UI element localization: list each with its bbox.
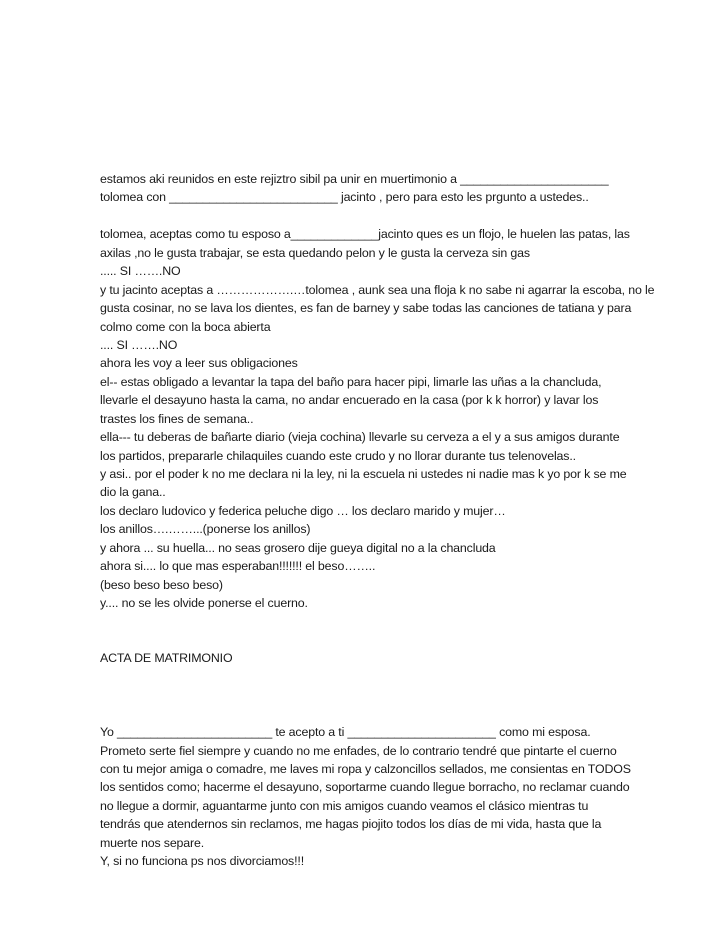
- text-line: ahora les voy a leer sus obligaciones: [100, 356, 298, 371]
- text-line: y.... no se les olvide ponerse el cuerno.: [100, 596, 308, 611]
- text-line: y tu jacinto aceptas a ……………….…tolomea , aunk sea una floja k no sabe ni agarrar la escoba, no le: [100, 282, 655, 297]
- text-line: dio la gana..: [100, 485, 166, 500]
- text-line: ella--- tu deberas de bañarte diario (vieja cochina) llevarle su cerveza a el y a sus amigos durante: [100, 430, 620, 445]
- vows-text: [100, 723, 640, 871]
- text-line: tolomea, aceptas como tu esposo a_____________jacinto ques es un flojo, le huelen las patas, las: [100, 227, 630, 242]
- text-line: con tu mejor amiga o comadre, me laves mi ropa y calzoncillos sellados, me consientas en TODOS: [100, 762, 631, 776]
- text-line: tolomea con _________________________ jacinto , pero para esto les prgunto a ustedes..: [100, 190, 589, 205]
- text-line: Prometo serte fiel siempre y cuando no me enfades, de lo contrario tendré que pintarte el cuerno: [100, 743, 617, 758]
- ceremony-text: [100, 170, 655, 613]
- text-line: ahora si.... lo que mas esperaban!!!!!!! el beso……..: [100, 559, 376, 574]
- text-line: llevarle el desayuno hasta la cama, no andar encuerado en la casa (por k k horror) y lavar los: [100, 393, 599, 408]
- text-line: .... SI …….NO: [100, 337, 178, 352]
- text-line: no llegue a dormir, aguantarme junto con mis amigos cuando veamos el clásico mientras tu: [100, 798, 589, 813]
- act-title: ACTA DE MATRIMONIO: [100, 651, 233, 666]
- text-line: Y, si no funciona ps nos divorciamos!!!: [100, 854, 304, 869]
- text-line: y asi.. por el poder k no me declara ni la ley, ni la escuela ni ustedes ni nadie mas k yo por k se me: [100, 467, 627, 481]
- text-line: los sentidos como; hacerme el desayuno, soportarme cuando llegue borracho, no reclamar cuando: [100, 780, 630, 795]
- text-line: gusta cosinar, no se lava los dientes, es fan de barney y sabe todas las canciones de tatiana y para: [100, 301, 632, 316]
- document-body: [100, 170, 655, 871]
- text-line: tendrás que atendernos sin reclamos, me hagas piojito todos los días de mi vida, hasta que la: [100, 817, 602, 832]
- text-line: axilas ,no le gusta trabajar, se esta quedando pelon y le gusta la cerveza sin gas: [100, 245, 530, 260]
- text-line: colmo come con la boca abierta: [100, 319, 271, 334]
- text-line: ..... SI …….NO: [100, 264, 181, 279]
- text-line: el-- estas obligado a levantar la tapa del baño para hacer pipi, limarle las uñas a la chancluda,: [100, 374, 602, 389]
- text-line: estamos aki reunidos en este rejiztro sibil pa unir en muertimonio a ______________________: [100, 172, 609, 186]
- text-line: los partidos, prepararle chilaquiles cuando este crudo y no llorar durante tus telenovelas..: [100, 448, 576, 463]
- text-line: (beso beso beso beso): [100, 577, 223, 592]
- text-line: y ahora ... su huella... no seas grosero dije gueya digital no a la chancluda: [100, 540, 496, 555]
- text-line: los declaro ludovico y federica peluche digo … los declaro marido y mujer…: [100, 503, 506, 518]
- text-line: los anillos….……...(ponerse los anillos): [100, 522, 311, 537]
- text-line: trastes los fines de semana..: [100, 411, 254, 426]
- text-line: muerte nos separe.: [100, 835, 205, 850]
- text-line: [100, 207, 640, 225]
- text-line: Yo _______________________ te acepto a ti ______________________ como mi esposa.: [100, 725, 591, 740]
